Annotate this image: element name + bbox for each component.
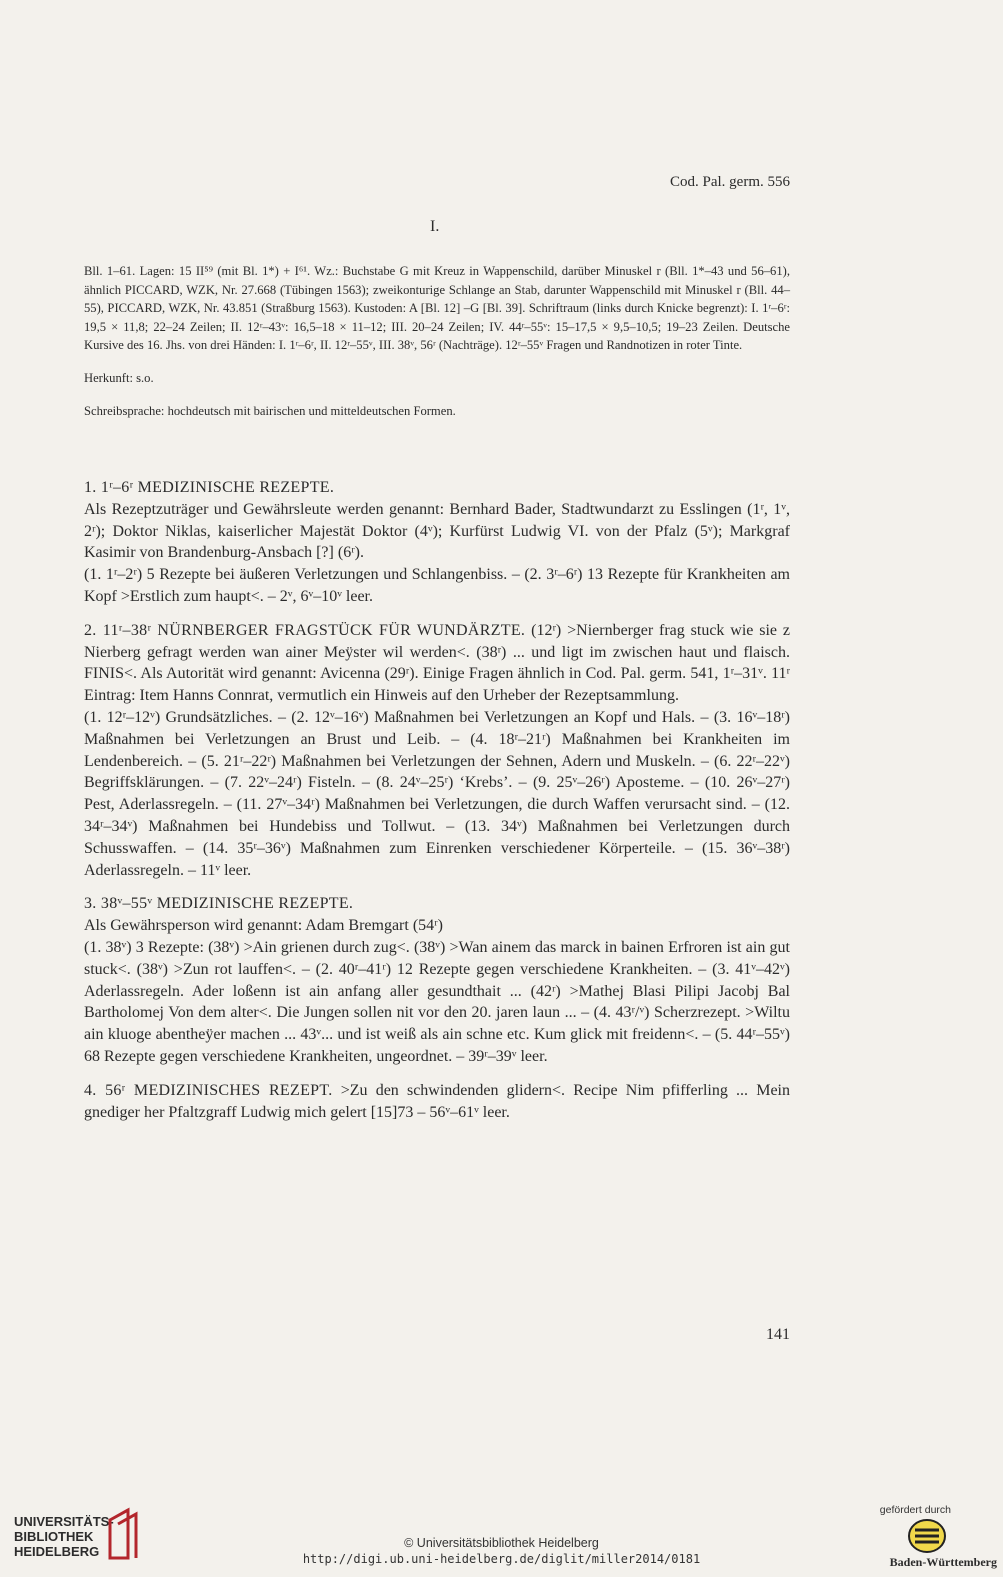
section-body: (12ʳ) >Niernberger frag stuck wie sie z Nierberg gefragt werden wan ainer Meÿster wil werden<. (38ʳ) ... und ligt im zwischen haut und flaisch. FINIS<. Als Autorität wird genannt: Avicenna (29ʳ). Einige Fragen ähnlich in Cod. Pal. germ. 541, 1ʳ–31ᵛ. 11ʳ Eintrag: Item Hanns Connrat, vermutlich ein Hinweis auf den Urheber der Rezeptsammlung. [84,621,791,705]
language-paragraph: Schreibsprache: hochdeutsch mit bairischen und mitteldeutschen Formen. [84,403,456,418]
funded-by-label: gefördert durch [879,1504,951,1516]
section-heading: 2. 11ʳ–38ʳ NÜRNBERGER FRAGSTÜCK FÜR WUNDÄRZTE. [84,621,526,639]
section-contents: (1. 38ᵛ) 3 Rezepte: (38ᵛ) >Ain grienen durch zug<. (38ᵛ) >Wan ainem das marck in bainen Erfroren ist ain gut stuck<. (38ᵛ) >Zun rot lauffen<. – (2. 40ʳ–41ʳ) 12 Rezepte gegen verschiedene Krankheiten. – (3. 41ᵛ–42ᵛ) Aderlassregeln. Ader loßenn ist ain anfang aller gesundthait ... (42ʳ) >Mathej Blasi Pilipi Jacobj Bal Bartholomej Von dem alter<. Die Jungen sollen nit vor den 20. jaren laun ... – (4. 43ʳ/ᵛ) Scherzrezept. >Wiltu ain kluoge abentheÿer machen ... 43ᵛ... und ist weiß als ain schne etc. Kum glick mit freidenn<. – (5. 44ʳ–55ᵛ) 68 Rezepte gegen verschiedene Krankheiten, ungeordnet. – 39ʳ–39ᵛ leer. [84,938,790,1065]
section-heading: 1. 1ʳ–6ʳ MEDIZINISCHE REZEPTE. [84,479,335,496]
section-body: Als Gewährsperson wird genannt: Adam Bremgart (54ʳ) [84,917,443,935]
codicology-paragraph: Bll. 1–61. Lagen: 15 II⁵⁹ (mit Bl. 1*) + I⁶¹. Wz.: Buchstabe G mit Kreuz in Wappenschild, darüber Minuskel r (Bll. 1*–43 und 56–61), ähnlich PICCARD, WZK, Nr. 27.668 (Tübingen 1563); zweikonturige Schlange an Stab, darunter Wappenschild mit Minuskel r (Bll. 44–55), PICCARD, WZK, Nr. 43.851 (Straßburg 1563). Kustoden: A [Bl. 12] –G [Bl. 39]. Schriftraum (links durch Knicke begrenzt): I. 1ʳ–6ʳ: 19,5 × 11,8; 22–24 Zeilen; II. 12ʳ–43ᵛ: 16,5–18 × 11–12; III. 20–24 Zeilen; IV. 44ʳ–55ᵛ: 15–17,5 × 9,5–10,5; 19–23 Zeilen. Deutsche Kursive des 16. Jhs. von drei Händen: I. 1ʳ–6ʳ, II. 12ʳ–55ᵛ, III. 38ᵛ, 56ʳ (Nachträge). 12ʳ–55ᵛ Fragen und Randnotizen in roter Tinte. [84,264,790,353]
section-body: Als Rezeptzuträger und Gewährsleute werden genannt: Bernhard Bader, Stadtwundarzt zu Esslingen (1ʳ, 1ᵛ, 2ʳ); Doktor Niklas, kaiserlicher Majestät Doktor (4ᵛ); Kurfürst Ludwig VI. von der Pfalz (5ᵛ); Markgraf Kasimir von Brandenburg-Ansbach [?] (6ʳ). [84,500,790,562]
section-4 [84,1080,790,1124]
permalink-url[interactable]: http://digi.ub.uni-heidelberg.de/diglit/miller2014/0181 [302,1552,701,1566]
footer [0,1500,1003,1577]
section-2 [84,620,790,882]
section-heading: 3. 38ᵛ–55ᵛ MEDIZINISCHE REZEPTE. [84,895,354,913]
section-heading: 4. 56ʳ MEDIZINISCHES REZEPT. [84,1081,333,1099]
section-3 [84,893,790,1067]
shelfmark: Cod. Pal. germ. 556 [670,174,790,190]
volume-number: I. [430,218,440,235]
section-contents: (1. 1ʳ–2ʳ) 5 Rezepte bei äußeren Verletzungen und Schlangenbiss. – (2. 3ʳ–6ʳ) 13 Rezepte für Krankheiten am Kopf >Erstlich zum haupt<. – 2ᵛ, 6ᵛ–10ᵛ leer. [84,566,790,605]
contents-list [84,477,790,1123]
library-name-line3: HEIDELBERG [14,1544,100,1559]
section-1 [84,477,790,608]
state-name: Baden-Württemberg [889,1555,997,1569]
page-number: 141 [766,1326,790,1343]
section-contents: (1. 12ʳ–12ᵛ) Grundsätzliches. – (2. 12ᵛ–16ᵛ) Maßnahmen bei Verletzungen an Kopf und Hals. – (3. 16ᵛ–18ʳ) Maßnahmen bei Verletzungen an Brust und Leib. – (4. 18ʳ–21ʳ) Maßnahmen bei Krankheiten im Lendenbereich. – (5. 21ʳ–22ʳ) Maßnahmen bei Verletzungen der Sehnen, Adern und Muskeln. – (6. 22ʳ–22ᵛ) Begriffsklärungen. – (7. 22ᵛ–24ʳ) Fisteln. – (8. 24ᵛ–25ʳ) ‘Krebs’. – (9. 25ᵛ–26ʳ) Aposteme. – (10. 26ᵛ–27ʳ) Pest, Aderlassregeln. – (11. 27ᵛ–34ʳ) Maßnahmen bei Verletzungen, die durch Waffen verursacht sind. – (12. 34ʳ–34ᵛ) Maßnahmen bei Hundebiss und Tollwut. – (13. 34ᵛ) Maßnahmen bei Verletzungen durch Schusswaffen. – (14. 35ʳ–36ᵛ) Maßnahmen zum Einrenken verschiedener Körperteile. – (15. 36ᵛ–38ʳ) Aderlassregeln. – 11ᵛ leer. [84,708,790,879]
state-coat-of-arms-icon [907,1518,947,1554]
section-body: >Zu den schwindenden glidern<. Recipe Nim pfifferling ... Mein gnediger her Pfaltzgraff Ludwig mich gelert [15]73 – 56ᵛ–61ᵛ leer. [84,1081,791,1121]
library-name-line2: BIBLIOTHEK [14,1529,94,1544]
copyright-notice: © Universitätsbibliothek Heidelberg [404,1536,599,1550]
codicological-description [84,262,790,434]
provenance-paragraph: Herkunft: s.o. [84,370,154,385]
library-name-line1: UNIVERSITÄTS- [14,1514,114,1529]
